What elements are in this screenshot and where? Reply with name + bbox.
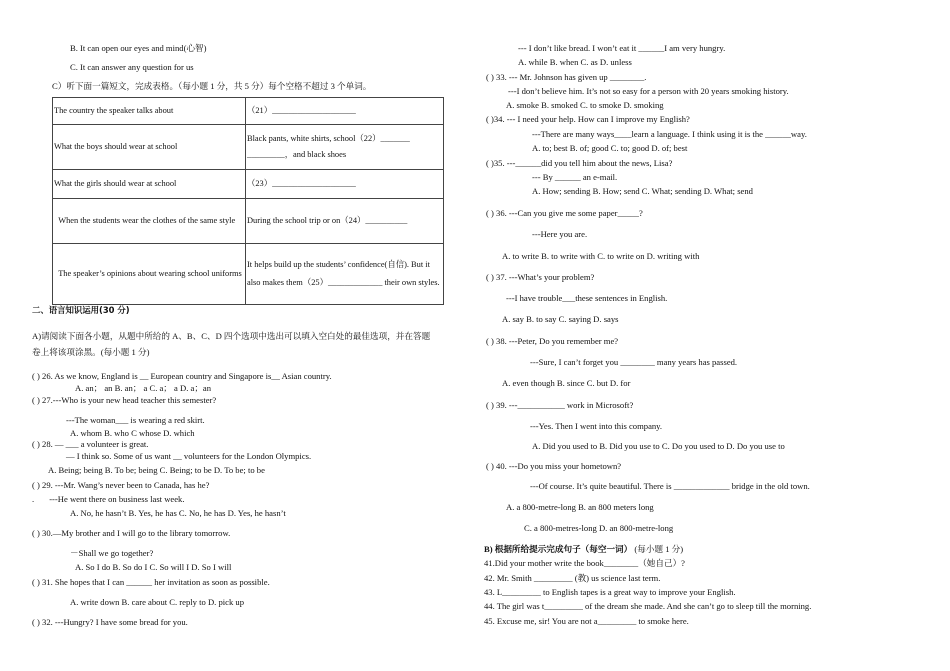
question-26: ( ) 26. As we know, England is __ European country and Singapore is__ Asian country.: [32, 371, 332, 381]
question-27-reply: ---The woman___ is wearing a red skirt.: [66, 415, 205, 425]
question-40-reply: ---Of course. It’s quite beautiful. There is _____________ bridge in the old town.: [530, 481, 810, 491]
option-b-text: B. It can open our eyes and mind(心智): [70, 43, 207, 53]
question-29-reply: . ---He went there on business last week.: [32, 494, 185, 504]
section-c-instructions: C）听下面一篇短文，完成表格。（每小题 1 分，共 5 分）每个空格不超过 3 个单词。: [52, 81, 372, 91]
question-33: ( ) 33. --- Mr. Johnson has given up ________.: [486, 72, 647, 82]
table-cell: （21）____________________: [246, 98, 444, 125]
question-26-options: A. an； an B. an； a C. a； a D. a；an: [75, 383, 212, 393]
table-cell: It helps build up the students’ confidence(自信). But it also makes them（25）_____________ their own styles.: [246, 244, 444, 305]
table-cell: The speaker’s opinions about wearing school uniforms: [53, 244, 246, 305]
option-c-text: C. It can answer any question for us: [70, 62, 194, 72]
question-37-options: A. say B. to say C. saying D. says: [502, 314, 619, 324]
question-28-options: A. Being; being B. To be; being C. Being; to be D. To be; to be: [48, 465, 265, 475]
question-38: ( ) 38. ---Peter, Do you remember me?: [486, 336, 619, 346]
question-35-options: A. How; sending B. How; send C. What; sending D. What; send: [532, 186, 753, 196]
question-39-options: A. Did you used to B. Did you use to C. Do you used to D. Do you use to: [532, 441, 785, 451]
part-b-title: B) 根据所给提示完成句子（每空一词）: [484, 544, 633, 554]
fill-question-43: 43. L_________ to English tapes is a great way to improve your English.: [484, 587, 736, 597]
question-29-options: A. No, he hasn’t B. Yes, he has C. No, he has D. Yes, he hasn’t: [70, 508, 286, 518]
question-35-reply: --- By ______ an e-mail.: [532, 172, 618, 182]
question-30-options: A. So I do B. So do I C. So will I D. So I will: [75, 562, 232, 572]
question-32: ( ) 32. ---Hungry? I have some bread for you.: [32, 617, 188, 627]
table-cell: What the girls should wear at school: [53, 170, 246, 199]
question-30: ( ) 30.—My brother and I will go to the library tomorrow.: [32, 528, 231, 538]
question-27: ( ) 27.---Who is your new head teacher this semester?: [32, 395, 217, 405]
question-35: ( )35. ---______did you tell him about the news, Lisa?: [486, 158, 673, 168]
question-33-reply: ---I don’t believe him. It’s not so easy for a person with 20 years smoking history.: [508, 86, 789, 96]
table-row: [53, 199, 444, 244]
question-33-options: A. smoke B. smoked C. to smoke D. smoking: [506, 100, 664, 110]
question-36-options: A. to write B. to write with C. to write on D. writing with: [502, 251, 700, 261]
fill-question-44: 44. The girl was t_________ of the dream she made. And she can’t go to sleep till the morning.: [484, 601, 812, 611]
question-40-options-cd: C. a 800-metres-long D. an 800-metre-long: [524, 523, 674, 533]
question-31-options: A. write down B. care about C. reply to D. pick up: [70, 597, 244, 607]
table-cell: When the students wear the clothes of the same style: [53, 199, 246, 244]
table-cell: Black pants, white shirts, school（22）_______ _________，and black shoes: [246, 125, 444, 170]
question-36: ( ) 36. ---Can you give me some paper_____?: [486, 208, 643, 218]
part-two-heading: 二、语言知识运用(30 分): [32, 305, 130, 315]
question-38-reply: ---Sure, I can’t forget you ________ many years has passed.: [530, 357, 738, 367]
question-28: ( ) 28. — ___ a volunteer is great.: [32, 439, 149, 449]
table-row: [53, 98, 444, 125]
question-30-reply: －Shall we go together?: [70, 548, 154, 558]
question-34: ( )34. --- I need your help. How can I improve my English?: [486, 114, 690, 124]
question-29: ( ) 29. ---Mr. Wang’s never been to Canada, has he?: [32, 480, 210, 490]
table-cell: （23）____________________: [246, 170, 444, 199]
table-row: [53, 170, 444, 199]
question-40: ( ) 40. ---Do you miss your hometown?: [486, 461, 622, 471]
table-cell: What the boys should wear at school: [53, 125, 246, 170]
listening-form-table: [52, 97, 444, 305]
question-34-reply: ---There are many ways____learn a language. I think using it is the ______way.: [532, 129, 807, 139]
part-b-heading: [484, 544, 683, 554]
question-32-reply: --- I don’t like bread. I won’t eat it ______I am very hungry.: [518, 43, 726, 53]
question-31: ( ) 31. She hopes that I can ______ her invitation as soon as possible.: [32, 577, 270, 587]
question-38-options: A. even though B. since C. but D. for: [502, 378, 631, 388]
table-row: [53, 244, 444, 305]
question-39: ( ) 39. ---___________ work in Microsoft?: [486, 400, 634, 410]
question-32-options: A. while B. when C. as D. unless: [518, 57, 632, 67]
fill-question-45: 45. Excuse me, sir! You are not a_________ to smoke here.: [484, 616, 689, 626]
table-cell: The country the speaker talks about: [53, 98, 246, 125]
question-40-options-ab: A. a 800-metre-long B. an 800 meters long: [506, 502, 654, 512]
question-34-options: A. to; best B. of; good C. to; good D. of; best: [532, 143, 688, 153]
table-cell: During the school trip or on（24）__________: [246, 199, 444, 244]
question-39-reply: ---Yes. Then I went into this company.: [530, 421, 663, 431]
part-a-instruction-2: 卷上将该项涂黑。(每小题 1 分): [32, 347, 150, 357]
table-row: [53, 125, 444, 170]
fill-question-41: 41.Did your mother write the book________（她自己）?: [484, 558, 685, 568]
question-28-reply: — I think so. Some of us want __ volunteers for the London Olympics.: [66, 451, 312, 461]
question-37-reply: ---I have trouble___these sentences in English.: [506, 293, 668, 303]
part-b-score: (每小题 1 分): [632, 544, 684, 554]
question-36-reply: ---Here you are.: [532, 229, 588, 239]
part-a-instruction-1: A)请阅读下面各小题，从题中所给的 A、B、C、D 四个选项中选出可以填入空白处的最佳选项，并在答题: [32, 331, 431, 341]
question-37: ( ) 37. ---What’s your problem?: [486, 272, 595, 282]
fill-question-42: 42. Mr. Smith _________ (教) us science last term.: [484, 573, 661, 583]
question-27-options: A. whom B. who C whose D. which: [70, 428, 195, 438]
